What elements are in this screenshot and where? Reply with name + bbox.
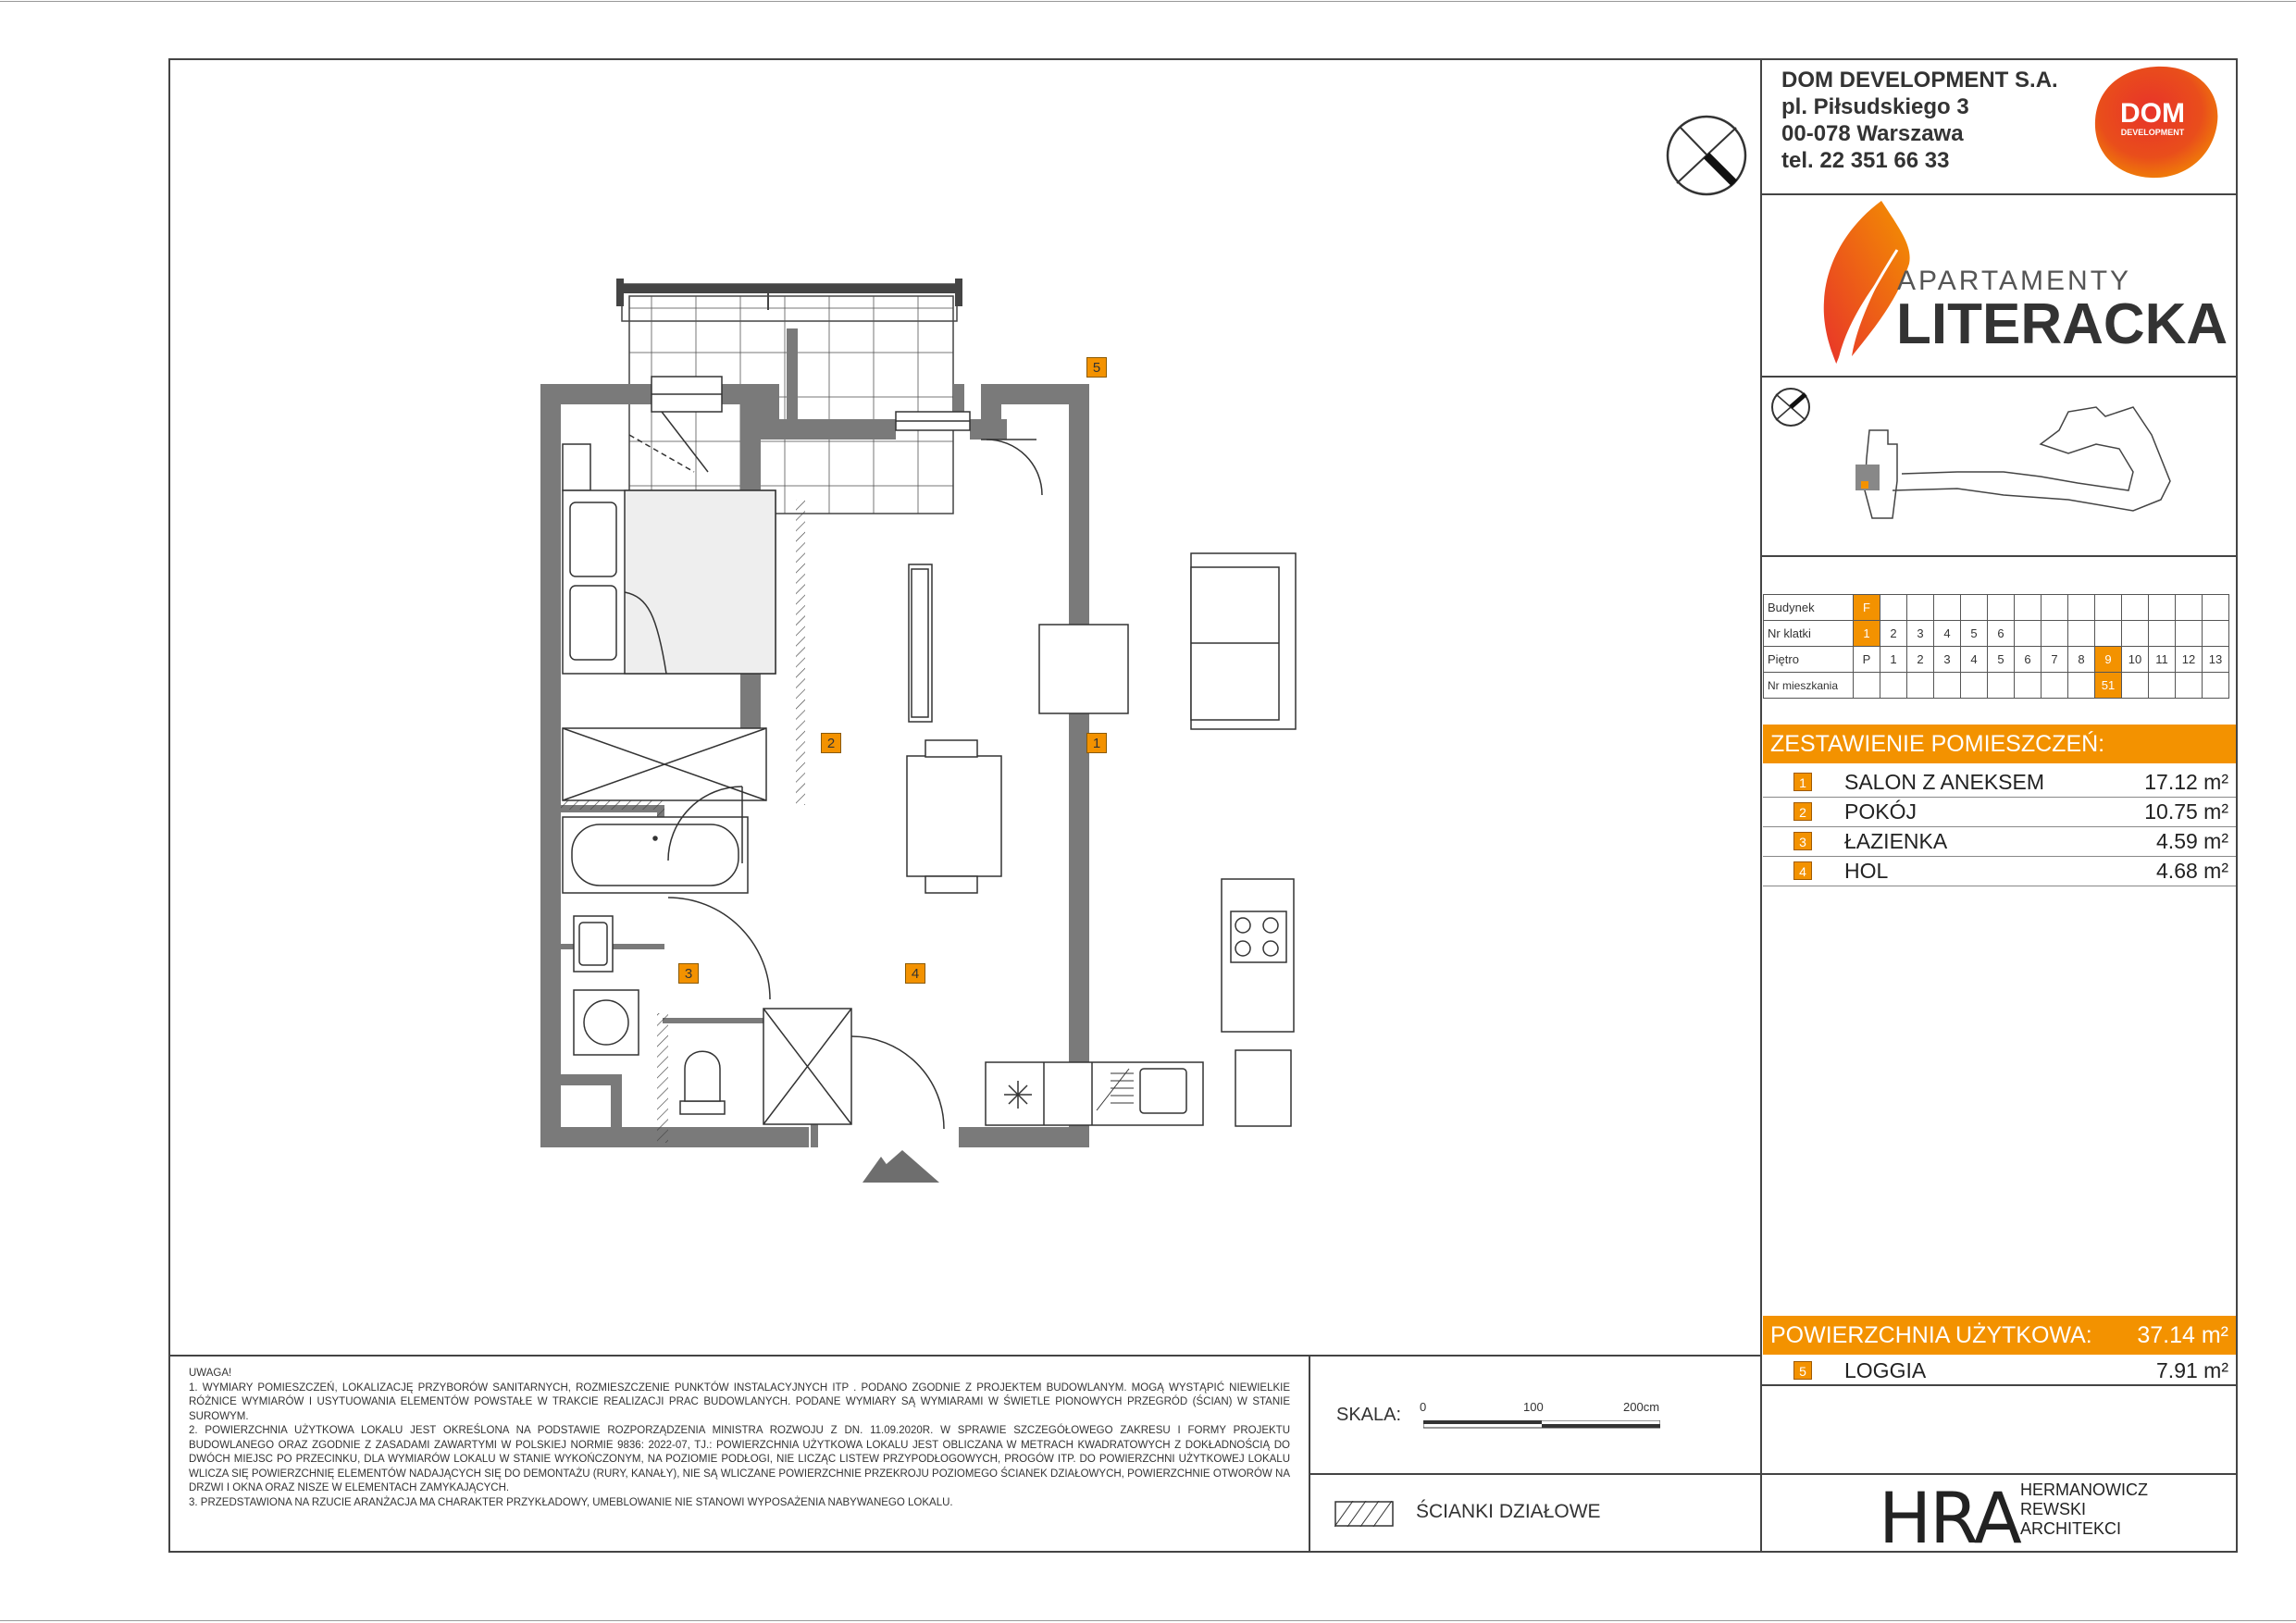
- scale-tick-200: 200cm: [1623, 1400, 1660, 1414]
- location-table: [1763, 594, 2229, 699]
- apartment-number-cell: 51: [2095, 673, 2122, 699]
- floor-plan: [518, 264, 1407, 1198]
- architect-logo: HRA: [1879, 1477, 2020, 1559]
- company-address-city: 00-078 Warszawa: [1781, 121, 1964, 146]
- notes-divider: [168, 1355, 1762, 1357]
- architect-name-line3: ARCHITEKCI: [2020, 1519, 2122, 1538]
- floor-cell: P: [1854, 647, 1880, 673]
- room-number: 3: [1793, 832, 1812, 850]
- scale-tick-100: 100: [1523, 1400, 1544, 1414]
- note-item: 1. WYMIARY POMIESZCZEŃ, LOKALIZACJĘ PRZYBORÓW SANITARNYCH, ROZMIESZCZENIE PUNKTÓW INSTALACYJNYCH ITP . PODANO ZGODNIE Z PROJEKTEM BUDOWLANYM. MOGĄ WYSTĄPIĆ NIEWIELKIE RÓŻNICE WYMIARÓW I USYTUOWANIA ELEMENTÓW POWSTAŁE W TRAKCIE REALIZACJI PRAC BUDOWLANYCH. PODANE WYMIARY SĄ WYMIARAMI W ŚWIETLE PIONOWYCH PRZEGRÓD (ŚCIAN) W STANIE SUROWYM.: [189, 1381, 1290, 1422]
- plan-label-4: 4: [905, 963, 925, 984]
- scale-label: SKALA:: [1336, 1405, 1402, 1425]
- room-row-hol: [1763, 857, 2236, 886]
- scale-legend-divider: [1309, 1473, 1762, 1475]
- floor-cell: 7: [2042, 647, 2068, 673]
- panel-divider-1: [1760, 193, 2238, 195]
- logo-text-dom: DOM: [2120, 98, 2185, 129]
- stairwell-label: Nr klatki: [1764, 621, 1854, 647]
- loggia-row: [1763, 1357, 2236, 1385]
- floor-cell: 10: [2122, 647, 2149, 673]
- kitchen-counter: [986, 879, 1294, 1126]
- stairwell-cell: 1: [1854, 621, 1880, 647]
- plan-label-2: 2: [821, 733, 841, 753]
- panel-divider-3: [1760, 555, 2238, 557]
- room-number: 1: [1793, 773, 1812, 791]
- usable-area-label: POWIERZCHNIA UŻYTKOWA:: [1770, 1322, 2092, 1348]
- company-info: [1781, 67, 2058, 174]
- armchair-icon: [1039, 625, 1128, 713]
- row-stairwell: [1764, 621, 2229, 647]
- room-row-pokoj: [1763, 798, 2236, 826]
- notes: [189, 1367, 1290, 1510]
- room-area: 10.75 m²: [2144, 799, 2228, 824]
- logo-text-development: DEVELOPMENT: [2120, 128, 2185, 137]
- floor-cell: 13: [2203, 647, 2229, 673]
- stairwell-cell: 2: [1880, 621, 1907, 647]
- key-plan-compass-icon: [1772, 389, 1809, 426]
- room-number: 2: [1793, 802, 1812, 821]
- company-address-street: pl. Piłsudskiego 3: [1781, 94, 1969, 119]
- floor-cell: 4: [1961, 647, 1988, 673]
- notes-title: UWAGA!: [189, 1368, 232, 1379]
- row-building: [1764, 595, 2229, 621]
- company-name: DOM DEVELOPMENT S.A.: [1781, 68, 2058, 93]
- bathroom-sink-icon: [574, 916, 613, 972]
- room-row-salon: [1763, 768, 2236, 797]
- literacka-logo: [1809, 199, 2228, 370]
- scale-tick-0: 0: [1420, 1400, 1427, 1414]
- toilet-icon: [680, 1051, 725, 1114]
- scale-divider: [1309, 1355, 1310, 1553]
- plan-label-3: 3: [678, 963, 699, 984]
- north-compass-icon: [1662, 111, 1751, 200]
- room-area: 7.91 m²: [2156, 1358, 2228, 1382]
- room-area: 4.68 m²: [2156, 859, 2228, 883]
- washing-machine-icon: [574, 990, 639, 1055]
- building-label: Budynek: [1764, 595, 1854, 621]
- floor-cell-selected: 9: [2095, 647, 2122, 673]
- key-plan: [1763, 379, 2235, 555]
- bathtub-icon: [563, 817, 748, 893]
- row-floor: [1764, 647, 2229, 673]
- project-name-line1: APARTAMENTY: [1897, 266, 2132, 296]
- room-number: 4: [1793, 861, 1812, 880]
- apartment-label: Nr mieszkania: [1764, 673, 1854, 699]
- floor-cell: 8: [2068, 647, 2095, 673]
- floor-cell: 6: [2015, 647, 2042, 673]
- floor-label: Piętro: [1764, 647, 1854, 673]
- hatch-swatch-icon: [1334, 1501, 1394, 1527]
- right-panel-divider: [1760, 58, 1762, 1553]
- row-apartment: [1764, 673, 2229, 699]
- dom-development-logo: [2090, 63, 2223, 181]
- floor-cell: 2: [1907, 647, 1934, 673]
- wardrobe-icon: [563, 728, 766, 800]
- architect-name-line2: REWSKI: [2020, 1500, 2087, 1518]
- room-number: 5: [1793, 1361, 1812, 1380]
- scale-bar: [1423, 1417, 1660, 1425]
- room-area: 17.12 m²: [2144, 770, 2228, 794]
- note-item: 2. POWIERZCHNIA UŻYTKOWA LOKALU JEST OKREŚLONA NA PODSTAWIE ROZPORZĄDZENIA MINISTRA ROZWOJU Z DN. 11.09.2020R. W SPRAWIE SZCZEGÓŁOWEGO ZAKRESU I FORMY PROJEKTU BUDOWLANEGO ORAZ ZGODNIE Z ZASADAMI ZAWARTYMI W POLSKIEJ NORMIE 9836: 2022-07, TJ.: POWIERZCHNIA UŻYTKOWA LOKALU JEST OBLICZANA W METRACH KWADRATOWYCH Z DOKŁADNOŚCIĄ DO DWÓCH MIEJSC PO PRZECINKU, DLA WYMIARÓW LOKALU W STANIE WYKOŃCZONYM, NA POZIOMIE PODŁOGI, NIE LICZĄC LISTEW PRZYPODŁOGOWYCH, PROGÓW ITP. DO POWIERZCHNI UŻYTKOWEJ LOKALU WLICZA SIĘ POWIERZCHNIĘ ELEMENTÓW NADAJĄCYCH SIĘ DO DEMONTAŻU (RURY, KANAŁY), NIE SĄ WLICZANE POWIERZCHNIE PRZEKROJU POZIOMEGO ŚCIANEK DZIAŁOWYCH, POWIERZCHNIE OTWORÓW NA DRZWI I OKNA ORAZ NISZE W ELEMENTACH ZAMYKAJĄCYCH.: [189, 1425, 1290, 1493]
- floor-cell: 12: [2176, 647, 2203, 673]
- room-name: HOL: [1844, 859, 1889, 883]
- project-name-line2: LITERACKA: [1896, 292, 2228, 356]
- stairwell-cell: 3: [1907, 621, 1934, 647]
- floor-cell: 3: [1934, 647, 1961, 673]
- page-top-line: [0, 1, 2296, 2]
- dining-table-icon: [907, 740, 1001, 893]
- stairwell-cell: 4: [1934, 621, 1961, 647]
- floor-cell: 5: [1988, 647, 2015, 673]
- room-name: POKÓJ: [1844, 799, 1917, 824]
- room-row-lazienka: [1763, 827, 2236, 856]
- panel-divider-5: [1760, 1473, 2238, 1475]
- stairwell-cell: 5: [1961, 621, 1988, 647]
- floor-cell: 11: [2149, 647, 2176, 673]
- architect-name-line1: HERMANOWICZ: [2020, 1481, 2148, 1499]
- partition-walls-label: ŚCIANKI DZIAŁOWE: [1416, 1501, 1601, 1522]
- room-name: LOGGIA: [1844, 1358, 1927, 1382]
- stairwell-cell: 6: [1988, 621, 2015, 647]
- rooms-header-text: ZESTAWIENIE POMIESZCZEŃ:: [1770, 731, 2105, 757]
- rooms-header: [1763, 725, 2236, 763]
- room-name: SALON Z ANEKSEM: [1844, 770, 2045, 794]
- room-area: 4.59 m²: [2156, 829, 2228, 853]
- building-cell-F: F: [1854, 595, 1880, 621]
- room-name: ŁAZIENKA: [1844, 829, 1948, 853]
- company-phone: tel. 22 351 66 33: [1781, 148, 1950, 173]
- sofa-icon: [1191, 553, 1296, 729]
- plan-label-1: 1: [1086, 733, 1107, 753]
- usable-area-value: 37.14 m²: [2137, 1322, 2228, 1348]
- usable-area-bar: [1763, 1316, 2236, 1355]
- page-bottom-line: [0, 1620, 2296, 1621]
- architect-name: [2020, 1481, 2148, 1539]
- floor-cell: 1: [1880, 647, 1907, 673]
- shower-icon: [763, 1009, 851, 1124]
- panel-divider-2: [1760, 376, 2238, 378]
- note-item: 3. PRZEDSTAWIONA NA RZUCIE ARANŻACJA MA CHARAKTER PRZYKŁADOWY, UMEBLOWANIE NIE STANOWI WYPOSAŻENIA NABYWANEGO LOKALU.: [189, 1496, 953, 1508]
- plan-label-5: 5: [1086, 357, 1107, 378]
